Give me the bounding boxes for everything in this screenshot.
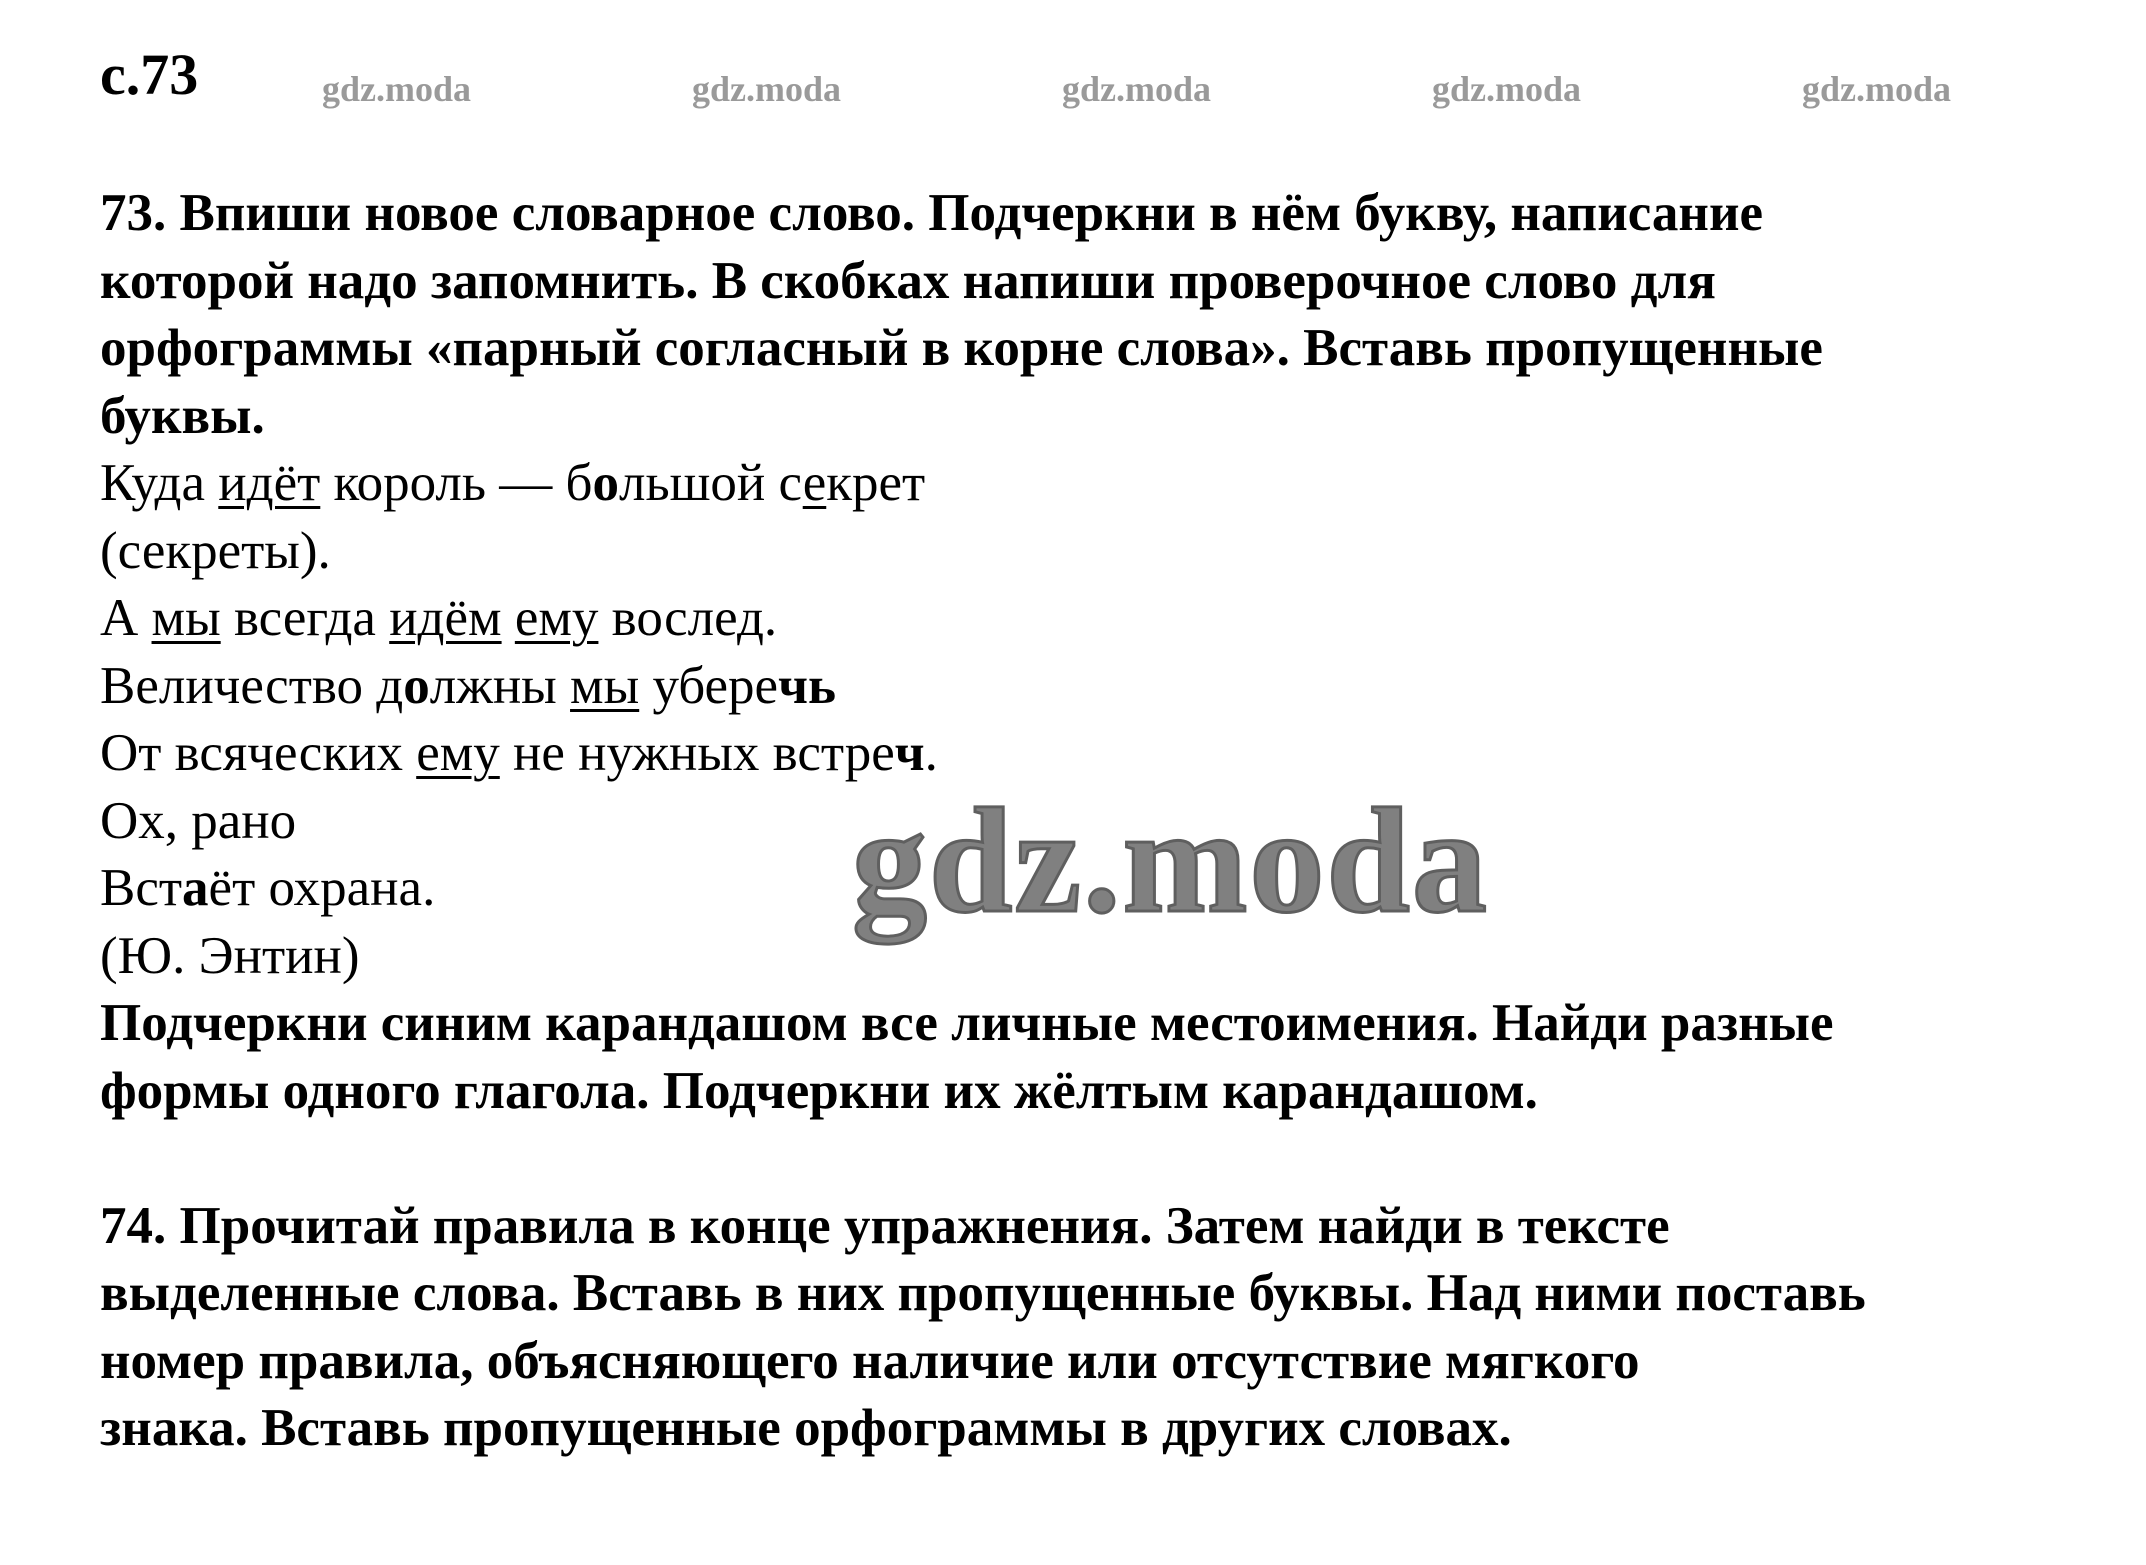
inserted-letter: о — [403, 656, 430, 715]
watermark-text: gdz.moda — [692, 69, 842, 109]
task73-followup-line: формы одного глагола. Подчеркни их жёлтым карандашом. — [100, 1061, 1538, 1120]
underlined-pronoun: ему — [514, 589, 599, 647]
underlined-pronoun: ему — [416, 724, 500, 782]
watermark-text: gdz.moda — [322, 69, 472, 109]
inserted-letter: а — [182, 859, 209, 917]
task73-instruction-line: орфограммы «парный согласный в корне слова». Вставь пропущенные — [100, 319, 1823, 377]
poem-line-2: (секреты). — [100, 521, 331, 580]
poem-line-3: А мы всегда идём ему вослед. — [100, 589, 778, 647]
watermark-text: gdz.moda — [1062, 69, 1212, 109]
page-number: с.73 — [100, 42, 199, 107]
watermark-text: gdz.moda — [1432, 69, 1582, 109]
watermark-row — [0, 68, 2146, 128]
task73-instruction-line: буквы. — [100, 386, 265, 445]
task74-instruction-line: 74. Прочитай правила в конце упражнения. Затем найди в тексте — [100, 1196, 1670, 1255]
inserted-letter: чь — [778, 656, 836, 715]
section-gap — [100, 1125, 2100, 1193]
watermark-text: gdz.moda — [1802, 69, 1952, 109]
poem-author: (Ю. Энтин) — [100, 926, 360, 985]
underlined-letter: е — [802, 454, 827, 512]
task73-followup-line: Подчеркни синим карандашом все личные местоимения. Найди разные — [100, 994, 1834, 1052]
underlined-verb: идём — [389, 589, 502, 647]
task73-instruction-line: 73. Впиши новое словарное слово. Подчеркни в нём букву, написание — [100, 184, 1764, 242]
poem-line-1: Куда идёт король — большой секрет — [100, 454, 926, 512]
task74-instruction-line: знака. Вставь пропущенные орфограммы в других словах. — [100, 1399, 1512, 1457]
underlined-verb: идёт — [218, 454, 321, 512]
inserted-letter: о — [592, 454, 619, 512]
inserted-letter: ч — [894, 724, 925, 782]
poem-line-7: Встаёт охрана. — [100, 859, 436, 917]
poem-line-5: От всяческих ему не нужных встреч. — [100, 724, 938, 782]
task74-instruction-line: номер правила, объясняющего наличие или отсутствие мягкого — [100, 1331, 1640, 1390]
poem-line-4: Величество должны мы уберечь — [100, 656, 836, 715]
task73-instruction-line: которой надо запомнить. В скобках напиши проверочное слово для — [100, 251, 1716, 310]
task74-instruction-line: выделенные слова. Вставь в них пропущенные буквы. Над ними поставь — [100, 1264, 1866, 1322]
underlined-pronoun: мы — [151, 589, 221, 647]
poem-line-6: Ох, рано — [100, 791, 297, 850]
watermark-large: gdz.moda — [852, 778, 1489, 944]
underlined-pronoun: мы — [570, 656, 640, 715]
